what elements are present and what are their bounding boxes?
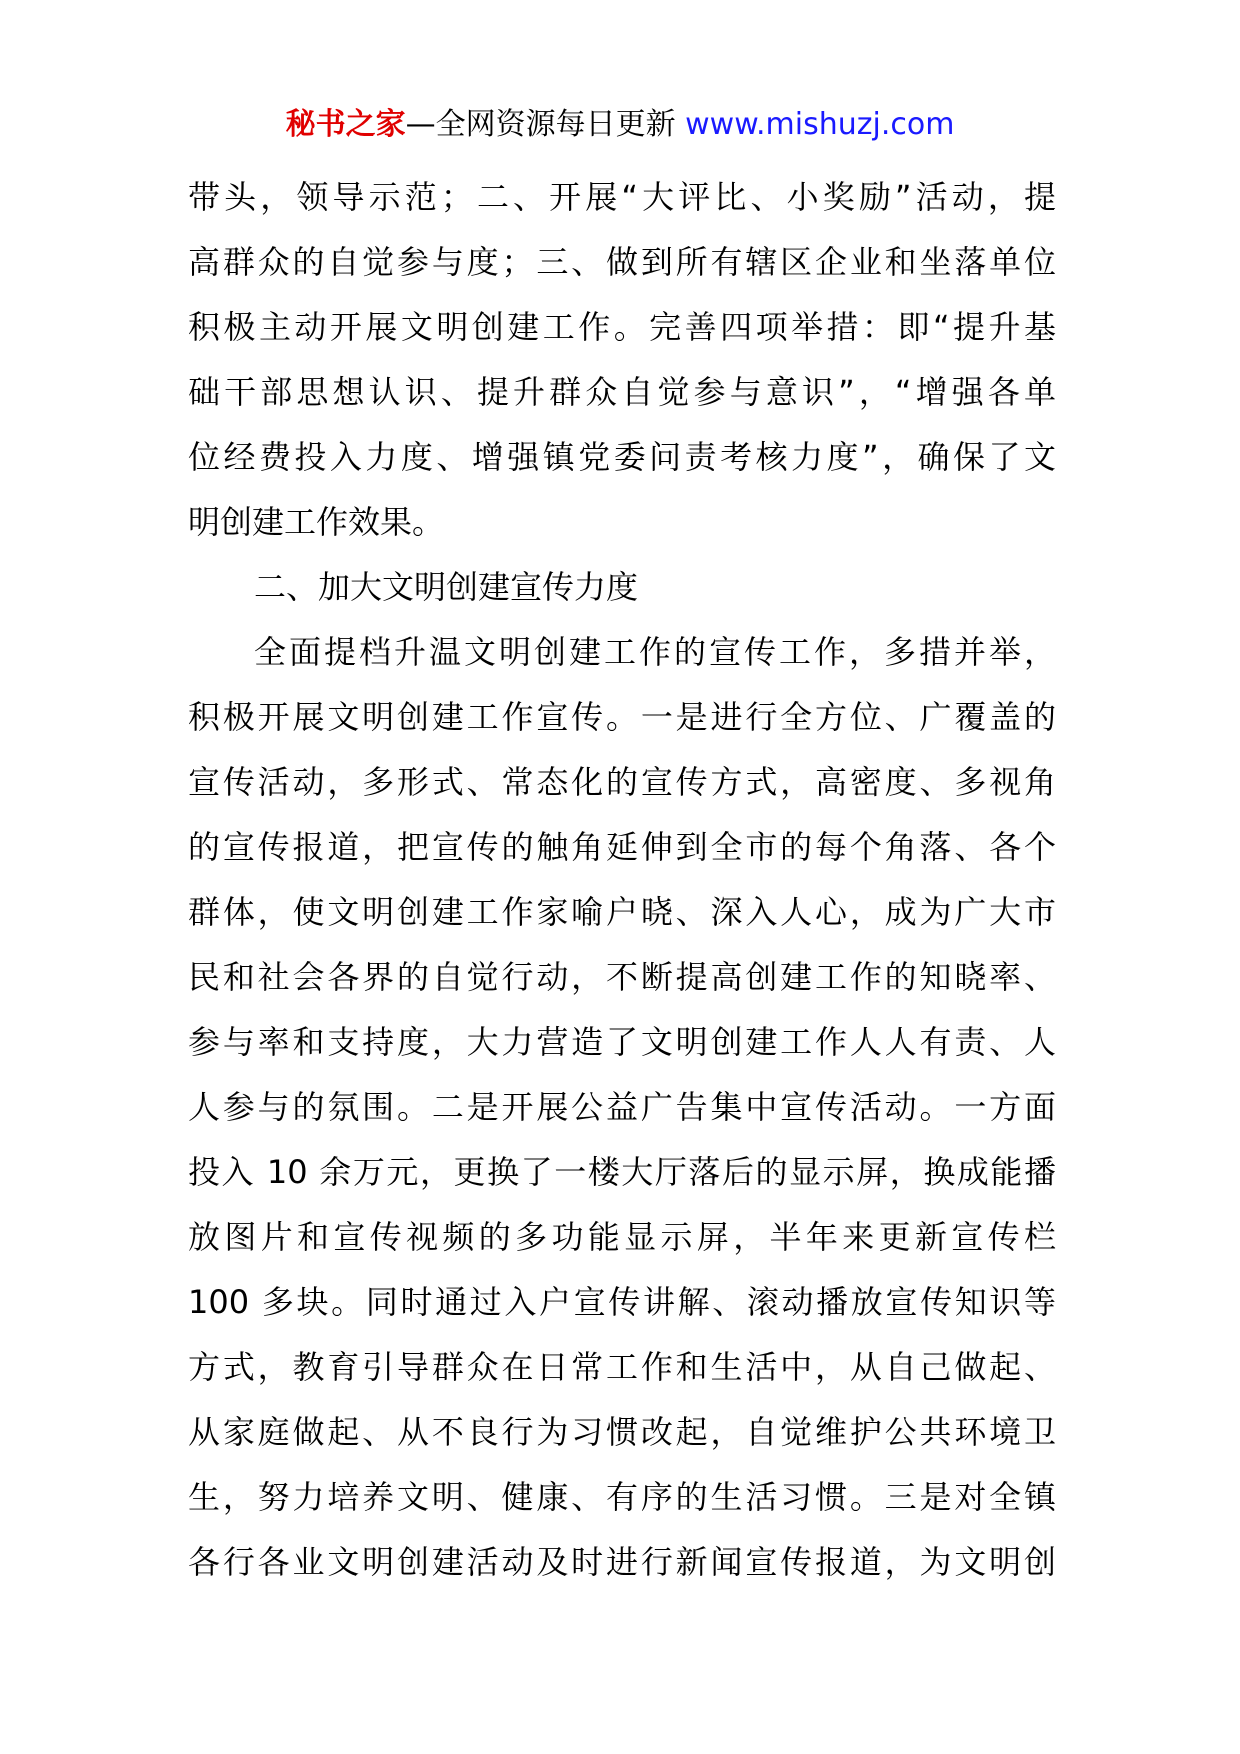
text-line: 民和社会各界的自觉行动，不断提高创建工作的知晓率、: [188, 958, 1056, 996]
text-line: 础干部思想认识、提升群众自觉参与意识”，“增强各单: [188, 373, 1056, 411]
text-line: 高群众的自觉参与度；三、做到所有辖区企业和坐落单位: [188, 243, 1056, 281]
text-line: 的宣传报道，把宣传的触角延伸到全市的每个角落、各个: [188, 828, 1056, 866]
text-line: 群体，使文明创建工作家喻户晓、深入人心，成为广大市: [188, 893, 1056, 931]
site-url[interactable]: www.mishuzj.com: [685, 107, 955, 142]
text-line: 积极开展文明创建工作宣传。一是进行全方位、广覆盖的: [188, 698, 1056, 736]
site-brand: 秘书之家: [285, 107, 406, 142]
text-line: 带头，领导示范；二、开展“大评比、小奖励”活动，提: [188, 178, 1056, 216]
text-line: 生，努力培养文明、健康、有序的生活习惯。三是对全镇: [188, 1478, 1056, 1516]
text-line: 明创建工作效果。: [188, 503, 445, 541]
text-line: 放图片和宣传视频的多功能显示屏，半年来更新宣传栏: [188, 1218, 1056, 1256]
text-line: 投入 10 余万元，更换了一楼大厅落后的显示屏，换成能播: [188, 1153, 1056, 1191]
text-line: 各行各业文明创建活动及时进行新闻宣传报道，为文明创: [188, 1543, 1056, 1581]
text-line: 位经费投入力度、增强镇党委问责考核力度”，确保了文: [188, 438, 1056, 476]
section-heading: 二、加大文明创建宣传力度: [254, 568, 639, 606]
text-line: 100 多块。同时通过入户宣传讲解、滚动播放宣传知识等: [188, 1283, 1056, 1321]
text-line: 宣传活动，多形式、常态化的宣传方式，高密度、多视角: [188, 763, 1056, 801]
text-line: 参与率和支持度，大力营造了文明创建工作人人有责、人: [188, 1023, 1056, 1061]
page-header: [0, 103, 1240, 147]
text-line: 从家庭做起、从不良行为习惯改起，自觉维护公共环境卫: [188, 1413, 1056, 1451]
text-line: 全面提档升温文明创建工作的宣传工作，多措并举，: [254, 633, 1056, 671]
text-line: 方式，教育引导群众在日常工作和生活中，从自己做起、: [188, 1348, 1056, 1386]
site-tagline: —全网资源每日更新: [405, 107, 686, 142]
text-line: 人参与的氛围。二是开展公益广告集中宣传活动。一方面: [188, 1088, 1056, 1126]
text-line: 积极主动开展文明创建工作。完善四项举措：即“提升基: [188, 308, 1056, 346]
document-body: [188, 165, 1056, 1595]
